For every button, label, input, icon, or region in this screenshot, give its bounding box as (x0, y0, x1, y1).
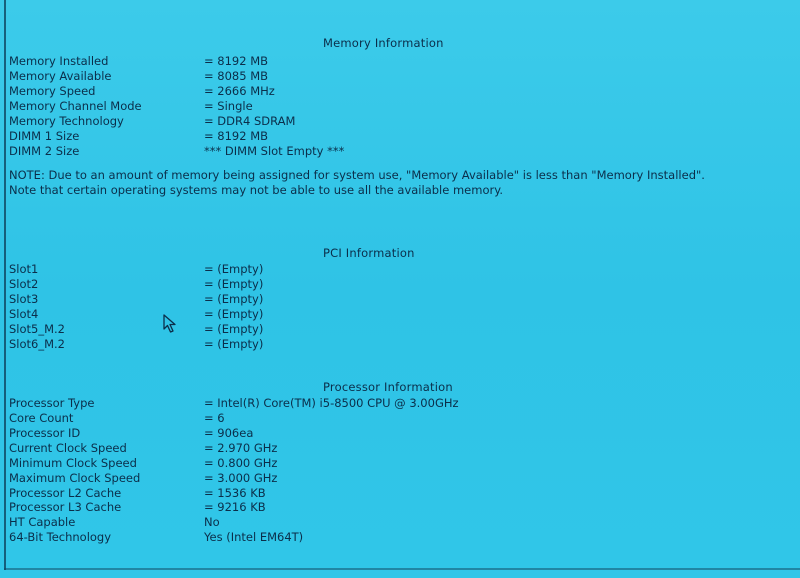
left-frame-line (4, 0, 6, 570)
processor-row-value: = 9216 KB (204, 500, 266, 514)
memory-row-value: *** DIMM Slot Empty *** (204, 144, 345, 158)
processor-row (9, 515, 709, 530)
memory-row (9, 129, 709, 144)
processor-row (9, 396, 709, 411)
processor-row-value: = 906ea (204, 426, 254, 440)
pci-slot-row (9, 337, 709, 352)
processor-row (9, 456, 709, 471)
pci-slot-value: = (Empty) (204, 337, 264, 351)
pci-slot-value: = (Empty) (204, 262, 264, 276)
memory-row (9, 144, 709, 159)
mouse-pointer-icon[interactable] (163, 314, 179, 334)
pci-slot-row (9, 292, 709, 307)
processor-row-label: Current Clock Speed (9, 441, 127, 455)
memory-note: NOTE: Due to an amount of memory being assigned for system use, "Memory Available" is less than "Memory Installed". Note that certain operating systems may not be able to use all the available memory. (9, 168, 705, 197)
memory-row-value: = 8192 MB (204, 129, 269, 143)
processor-row-value: = 6 (204, 411, 225, 425)
processor-row-label: HT Capable (9, 515, 76, 529)
memory-row (9, 114, 709, 129)
pci-slot-label: Slot2 (9, 277, 39, 291)
processor-row (9, 426, 709, 441)
processor-row-value: = 3.000 GHz (204, 471, 278, 485)
memory-row-value: = 8192 MB (204, 54, 269, 68)
processor-row-label: 64-Bit Technology (9, 530, 112, 544)
pci-slot-label: Slot4 (9, 307, 39, 321)
processor-row-label: Minimum Clock Speed (9, 456, 137, 470)
pci-section-title: PCI Information (323, 246, 415, 260)
pci-slot-row (9, 307, 709, 322)
processor-row-label: Maximum Clock Speed (9, 471, 141, 485)
processor-row-label: Processor L3 Cache (9, 500, 122, 514)
pci-slot-row (9, 262, 709, 277)
memory-row-value: = DDR4 SDRAM (204, 114, 296, 128)
pci-slot-row (9, 277, 709, 292)
memory-row-label: DIMM 1 Size (9, 129, 80, 143)
bottom-frame-line (4, 568, 800, 570)
processor-row-label: Core Count (9, 411, 74, 425)
memory-row-label: Memory Channel Mode (9, 99, 142, 113)
pci-slot-value: = (Empty) (204, 277, 264, 291)
pci-slot-row (9, 322, 709, 337)
memory-row-label: Memory Speed (9, 84, 96, 98)
pci-slot-label: Slot3 (9, 292, 39, 306)
processor-row-value: = 2.970 GHz (204, 441, 278, 455)
processor-row-value: No (204, 515, 220, 529)
processor-row (9, 500, 709, 515)
processor-row (9, 411, 709, 426)
processor-row (9, 530, 709, 545)
processor-row-value: = Intel(R) Core(TM) i5-8500 CPU @ 3.00GHz (204, 396, 459, 410)
processor-row (9, 441, 709, 456)
processor-row (9, 486, 709, 501)
memory-section-title: Memory Information (323, 36, 444, 50)
memory-row-value: = Single (204, 99, 253, 113)
memory-row (9, 84, 709, 99)
memory-row (9, 99, 709, 114)
pci-slot-label: Slot6_M.2 (9, 337, 66, 351)
processor-row-label: Processor Type (9, 396, 95, 410)
memory-row-label: Memory Installed (9, 54, 109, 68)
memory-row-label: Memory Available (9, 69, 112, 83)
pci-slot-value: = (Empty) (204, 292, 264, 306)
processor-row-label: Processor ID (9, 426, 81, 440)
memory-row (9, 54, 709, 69)
processor-row (9, 471, 709, 486)
memory-row-label: DIMM 2 Size (9, 144, 80, 158)
pci-slot-label: Slot5_M.2 (9, 322, 66, 336)
processor-row-value: Yes (Intel EM64T) (204, 530, 304, 544)
memory-row-value: = 2666 MHz (204, 84, 275, 98)
processor-row-label: Processor L2 Cache (9, 486, 122, 500)
pci-slot-label: Slot1 (9, 262, 39, 276)
memory-row-label: Memory Technology (9, 114, 124, 128)
processor-row-value: = 1536 KB (204, 486, 266, 500)
processor-section-title: Processor Information (323, 380, 453, 394)
processor-row-value: = 0.800 GHz (204, 456, 278, 470)
pci-slot-value: = (Empty) (204, 307, 264, 321)
memory-row-value: = 8085 MB (204, 69, 269, 83)
memory-row (9, 69, 709, 84)
pci-slot-value: = (Empty) (204, 322, 264, 336)
